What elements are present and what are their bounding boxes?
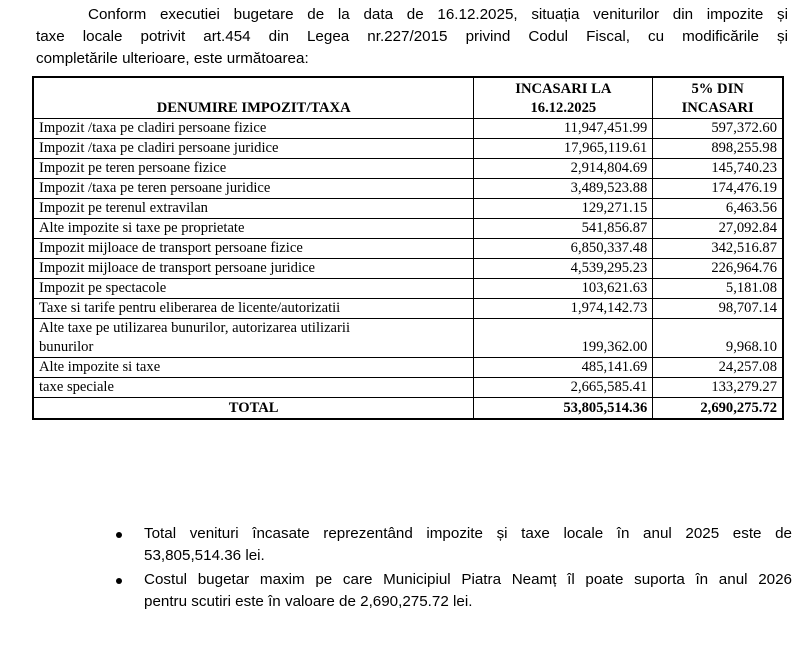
row-name: Impozit mijloace de transport persoane juridice [33,259,474,279]
table-row [33,319,783,358]
table-row [33,219,783,239]
row-name-line-2: bunurilor [39,339,94,355]
row-incasari: 6,850,337.48 [474,239,653,259]
row-procent: 174,476.19 [653,179,783,199]
bullet-line-1: Costul bugetar maxim pe care Municipiul Piatra Neamț îl poate suporta în anul 2026 [144,571,792,588]
table-row [33,299,783,319]
row-procent: 24,257.08 [653,358,783,378]
table-row [33,139,783,159]
row-incasari: 1,974,142.73 [474,299,653,319]
table-row [33,239,783,259]
total-incasari: 53,805,514.36 [474,398,653,420]
table-row [33,279,783,299]
row-incasari: 2,665,585.41 [474,378,653,398]
header-name: DENUMIRE IMPOZIT/TAXA [33,77,474,119]
row-name: Impozit /taxa pe teren persoane juridice [33,179,474,199]
row-name: Taxe si tarife pentru eliberarea de licente/autorizatii [33,299,474,319]
row-incasari: 485,141.69 [474,358,653,378]
header-procent-line-2: INCASARI [681,100,754,116]
intro-line-2: taxe locale potrivit art.454 din Legea nr.227/2015 privind Codul Fiscal, cu modificările și [36,28,788,45]
total-label: TOTAL [33,398,474,420]
tax-table [32,76,784,420]
header-procent-line-1: 5% DIN [691,81,744,97]
row-incasari: 4,539,295.23 [474,259,653,279]
row-name: Impozit /taxa pe cladiri persoane juridice [33,139,474,159]
bullet-item [112,569,792,613]
row-name-line-1: Alte taxe pe utilizarea bunurilor, autorizarea utilizarii [39,320,351,336]
row-procent: 9,968.10 [653,319,783,358]
row-incasari: 103,621.63 [474,279,653,299]
row-incasari: 3,489,523.88 [474,179,653,199]
row-procent: 5,181.08 [653,279,783,299]
row-name: Impozit pe spectacole [33,279,474,299]
row-incasari: 17,965,119.61 [474,139,653,159]
row-procent: 342,516.87 [653,239,783,259]
intro-line-3: completările ulterioare, este următoarea: [36,50,309,67]
row-procent: 145,740.23 [653,159,783,179]
table-header-row [33,77,783,119]
bullet-icon [116,532,122,538]
header-incasari-line-1: INCASARI LA [515,81,612,97]
header-incasari [474,77,653,119]
table-row [33,179,783,199]
row-procent: 27,092.84 [653,219,783,239]
bullet-item [112,523,792,567]
intro-paragraph [36,4,788,70]
row-incasari: 129,271.15 [474,199,653,219]
total-procent: 2,690,275.72 [653,398,783,420]
row-name: taxe speciale [33,378,474,398]
bullet-line-2: 53,805,514.36 lei. [144,547,265,564]
row-name: Alte impozite si taxe pe proprietate [33,219,474,239]
table-row [33,119,783,139]
bullet-line-1: Total venituri încasate reprezentând impozite și taxe locale în anul 2025 este de [144,525,792,542]
header-procent [653,77,783,119]
row-procent: 226,964.76 [653,259,783,279]
summary-bullets [112,523,792,615]
row-name: Impozit /taxa pe cladiri persoane fizice [33,119,474,139]
table-row [33,358,783,378]
row-procent: 597,372.60 [653,119,783,139]
table-total-row [33,398,783,420]
row-name: Impozit mijloace de transport persoane fizice [33,239,474,259]
row-name: Alte impozite si taxe [33,358,474,378]
intro-line-1: Conform executiei bugetare de la data de 16.12.2025, situația veniturilor din impozite și [88,6,788,23]
row-procent: 133,279.27 [653,378,783,398]
row-incasari: 541,856.87 [474,219,653,239]
row-incasari: 11,947,451.99 [474,119,653,139]
table-row [33,159,783,179]
table-row [33,378,783,398]
bullet-icon [116,578,122,584]
table-row [33,199,783,219]
row-incasari: 2,914,804.69 [474,159,653,179]
table-row [33,259,783,279]
row-name: Impozit pe terenul extravilan [33,199,474,219]
row-procent: 898,255.98 [653,139,783,159]
row-procent: 98,707.14 [653,299,783,319]
row-incasari: 199,362.00 [474,319,653,358]
bullet-line-2: pentru scutiri este în valoare de 2,690,275.72 lei. [144,593,473,610]
row-name: Impozit pe teren persoane fizice [33,159,474,179]
header-incasari-line-2: 16.12.2025 [530,100,597,116]
row-name [33,319,474,358]
row-procent: 6,463.56 [653,199,783,219]
